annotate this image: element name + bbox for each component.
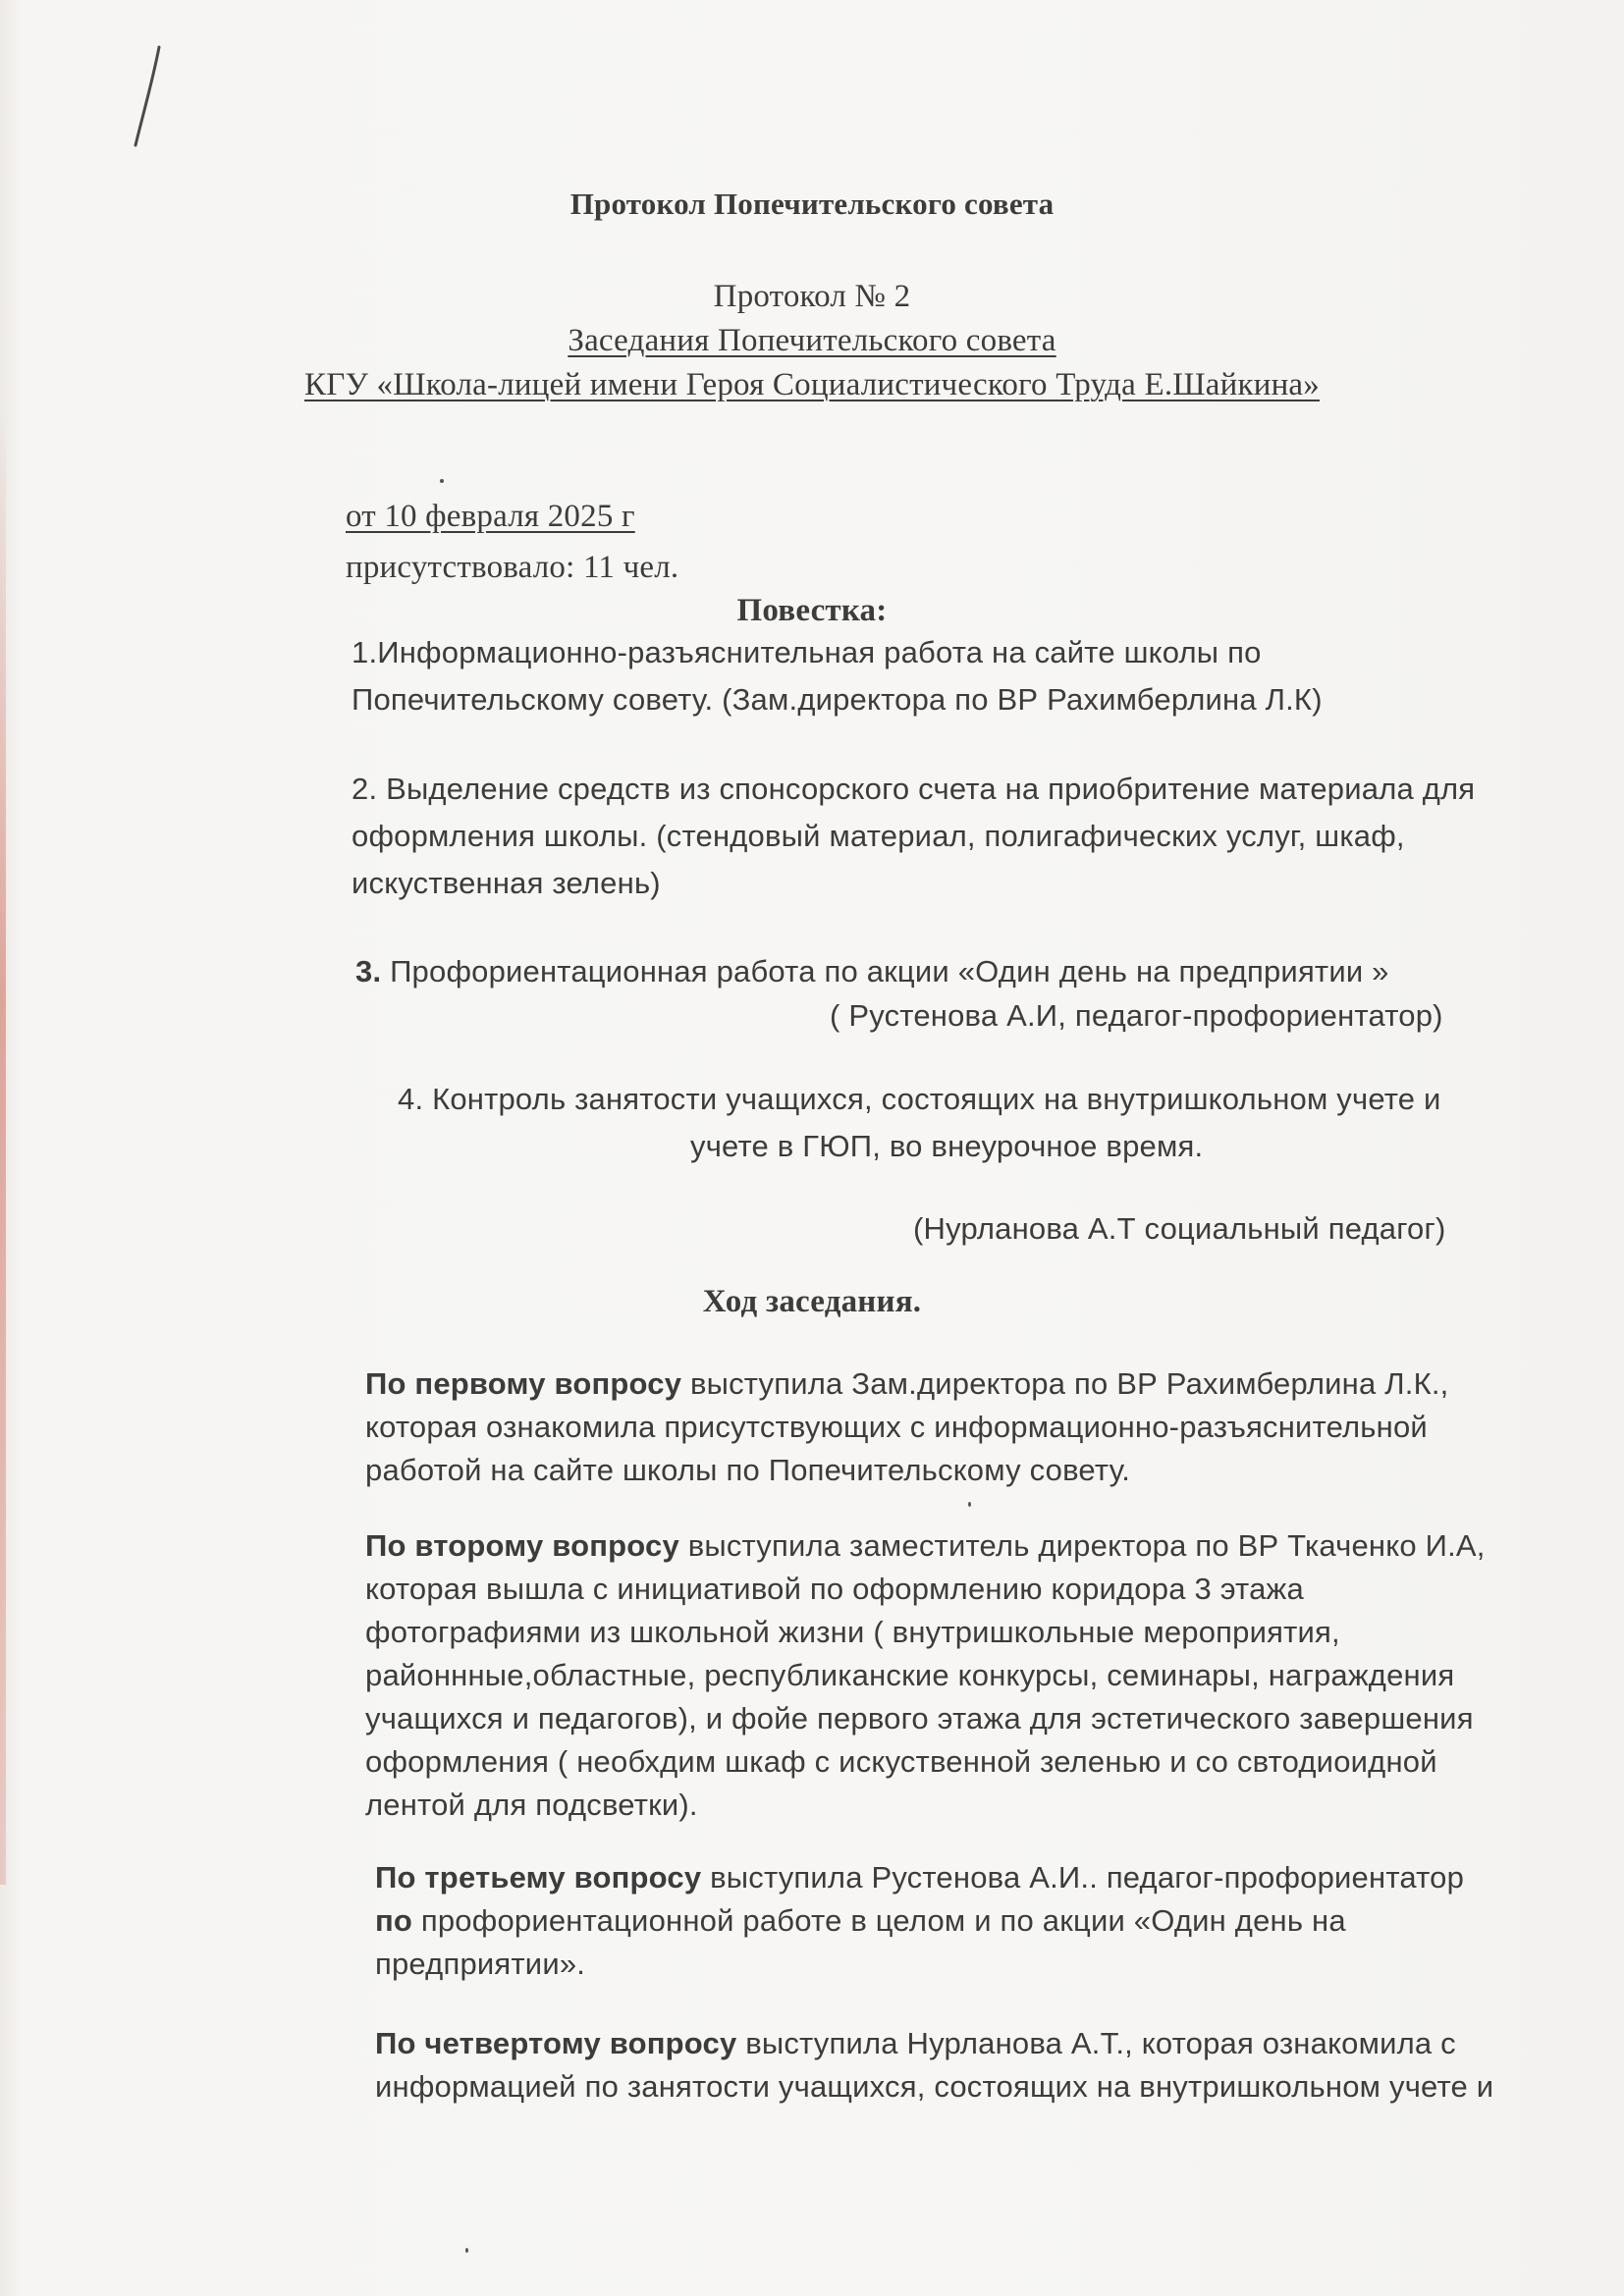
agenda-item-4-line-2: учете в ГЮП, во внеурочное время.: [690, 1129, 1204, 1163]
proceedings-item-4-line-1: [375, 2024, 1456, 2063]
scan-speck: [440, 479, 444, 483]
proceedings-item-2-line-7: лентой для подсветки).: [365, 1788, 698, 1822]
meeting-title: Заседания Попечительского совета: [568, 323, 1056, 358]
proceedings-item-3-line-2: [375, 1901, 1346, 1941]
proceedings-item-2-text: выступила заместитель директора по ВР Ткаченко И.А,: [678, 1528, 1486, 1563]
pen-mark: [118, 39, 177, 157]
document-heading: Протокол Попечительского совета: [569, 187, 1055, 221]
proceedings-item-1-line-3: работой на сайте школы по Попечительскому совету.: [365, 1453, 1131, 1487]
proceedings-item-2-line-2: которая вышла с инициативой по оформлению коридора 3 этажа: [365, 1572, 1304, 1606]
meeting-date: от 10 февраля 2025 г: [346, 499, 635, 534]
agenda-item-3-text: Профориентационная работа по акции «Один день на предприятии »: [381, 954, 1389, 988]
agenda-item-2-line-1: 2. Выделение средств из спонсорского счета на приобритение материала для: [352, 772, 1476, 806]
proceedings-item-4-lead: По четвертому вопросу: [375, 2026, 737, 2060]
proceedings-item-2-line-3: фотографиями из школьной жизни ( внутришкольные мероприятия,: [365, 1615, 1340, 1649]
proceedings-item-3-text: выступила Рустенова А.И.. педагог-профориентатор: [701, 1860, 1465, 1895]
proceedings-item-2-line-4: районнные,областные, республиканские конкурсы, семинары, награждения: [365, 1658, 1455, 1692]
proceedings-item-2-line-5: учащихся и педагогов), и фойе первого этажа для эстетического завершения: [365, 1701, 1474, 1735]
agenda-item-3-line-2: ( Рустенова А.И, педагог-профориентатор): [830, 998, 1443, 1033]
proceedings-item-1-line-2: которая ознакомила присутствующих с информационно-разъяснительной: [365, 1410, 1428, 1444]
proceedings-item-3-lead: По третьему вопросу: [375, 1860, 702, 1895]
agenda-item-3-line-1: [355, 952, 1389, 991]
proceedings-item-2-line-6: оформления ( необхдим шкаф с искуственной зеленью и со свтодиоидной: [365, 1744, 1437, 1779]
proceedings-item-4-line-2: информацией по занятости учащихся, состоящих на внутришкольном учете и: [375, 2069, 1494, 2104]
agenda-item-4-line-3: (Нурланова А.Т социальный педагог): [913, 1211, 1446, 1246]
school-name: КГУ «Школа-лицей имени Героя Социалистического Труда Е.Шайкина»: [304, 367, 1320, 402]
proceedings-item-3-line-3: предприятии».: [375, 1947, 586, 1981]
agenda-item-3-number: 3.: [355, 954, 382, 988]
scan-speck: [968, 1502, 971, 1507]
agenda-item-4-line-1: 4. Контроль занятости учащихся, состоящих на внутришкольном учете и: [398, 1082, 1441, 1116]
page-edge-tint: [0, 412, 6, 1885]
proceedings-item-3-text-2: профориентационной работе в целом и по акции «Один день на: [412, 1903, 1346, 1938]
proceedings-item-3-line-1: [375, 1858, 1464, 1897]
proceedings-item-1-lead: По первому вопросу: [365, 1366, 682, 1401]
agenda-item-1-line-1: 1.Информационно-разъяснительная работа на сайте школы по: [352, 635, 1262, 669]
proceedings-title: Ход заседания.: [702, 1284, 922, 1319]
agenda-item-2-line-2: оформления школы. (стендовый материал, полигафических услуг, шкаф,: [352, 819, 1405, 853]
agenda-item-2-line-3: искуственная зелень): [352, 866, 661, 900]
proceedings-item-1-text: выступила Зам.директора по ВР Рахимберлина Л.К.,: [681, 1366, 1449, 1401]
proceedings-item-3-lead2: по: [375, 1903, 413, 1938]
agenda-title: Повестка:: [736, 593, 888, 628]
proceedings-item-2-line-1: [365, 1526, 1486, 1566]
attendance: присутствовало: 11 чел.: [346, 550, 679, 585]
proceedings-item-4-text: выступила Нурланова А.Т., которая ознакомила с: [736, 2026, 1456, 2060]
proceedings-item-2-lead: По второму вопросу: [365, 1528, 679, 1563]
proceedings-item-1-line-1: [365, 1364, 1449, 1404]
scan-speck: [465, 2248, 468, 2253]
agenda-item-1-line-2: Попечительскому совету. (Зам.директора по ВР Рахимберлина Л.К): [352, 682, 1323, 717]
protocol-number: Протокол № 2: [713, 279, 911, 314]
